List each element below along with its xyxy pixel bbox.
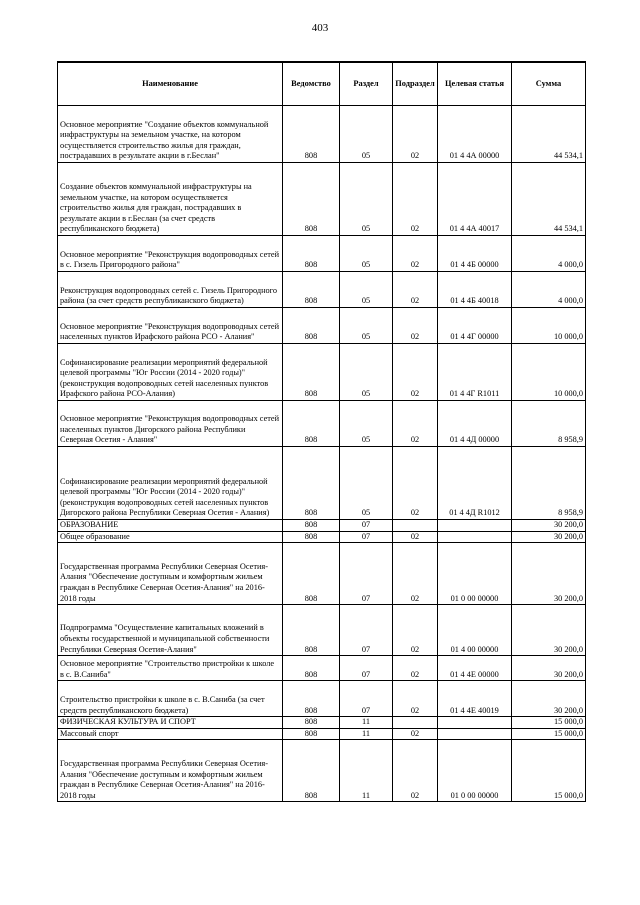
cell-razdel: 07 bbox=[340, 531, 393, 543]
cell-summa: 30 200,0 bbox=[512, 531, 586, 543]
cell-name: Общее образование bbox=[58, 531, 283, 543]
cell-name: ОБРАЗОВАНИЕ bbox=[58, 520, 283, 532]
cell-summa: 30 200,0 bbox=[512, 656, 586, 681]
cell-podrazdel: 02 bbox=[393, 656, 438, 681]
cell-ved: 808 bbox=[283, 740, 340, 802]
cell-ved: 808 bbox=[283, 520, 340, 532]
cell-summa: 44 534,1 bbox=[512, 106, 586, 163]
cell-ved: 808 bbox=[283, 344, 340, 401]
cell-razdel: 07 bbox=[340, 520, 393, 532]
cell-podrazdel: 02 bbox=[393, 236, 438, 272]
cell-name: Основное мероприятие "Реконструкция водопроводных сетей населенных пунктов Дигорского района Республики Северная Осетия - Алания" bbox=[58, 401, 283, 447]
cell-summa: 10 000,0 bbox=[512, 344, 586, 401]
table-header-row bbox=[58, 62, 586, 106]
cell-ved: 808 bbox=[283, 272, 340, 308]
cell-razdel: 11 bbox=[340, 728, 393, 740]
cell-summa: 44 534,1 bbox=[512, 163, 586, 236]
header-razdel: Раздел bbox=[340, 62, 393, 106]
cell-razdel: 05 bbox=[340, 272, 393, 308]
cell-summa: 15 000,0 bbox=[512, 728, 586, 740]
table-row bbox=[58, 605, 586, 656]
cell-ved: 808 bbox=[283, 401, 340, 447]
cell-razdel: 07 bbox=[340, 656, 393, 681]
cell-name: Основное мероприятие "Строительство пристройки к школе в с. В.Саниба" bbox=[58, 656, 283, 681]
cell-statya bbox=[438, 728, 512, 740]
cell-podrazdel: 02 bbox=[393, 106, 438, 163]
table-row bbox=[58, 717, 586, 729]
cell-podrazdel: 02 bbox=[393, 308, 438, 344]
cell-name: Основное мероприятие "Создание объектов коммунальной инфраструктуры на земельном участке, на котором осуществляется строительство жилья для граждан, пострадавших в результате акции в г.Беслан" bbox=[58, 106, 283, 163]
table-row bbox=[58, 308, 586, 344]
cell-podrazdel: 02 bbox=[393, 163, 438, 236]
cell-summa: 4 000,0 bbox=[512, 272, 586, 308]
cell-ved: 808 bbox=[283, 531, 340, 543]
cell-ved: 808 bbox=[283, 605, 340, 656]
header-statya: Целевая статья bbox=[438, 62, 512, 106]
cell-summa: 30 200,0 bbox=[512, 605, 586, 656]
cell-ved: 808 bbox=[283, 543, 340, 605]
table-body bbox=[58, 106, 586, 802]
cell-podrazdel: 02 bbox=[393, 531, 438, 543]
cell-statya: 01 4 4Д R1012 bbox=[438, 447, 512, 520]
cell-name: Массовый спорт bbox=[58, 728, 283, 740]
cell-razdel: 05 bbox=[340, 401, 393, 447]
cell-summa: 10 000,0 bbox=[512, 308, 586, 344]
table-row bbox=[58, 236, 586, 272]
header-summa: Сумма bbox=[512, 62, 586, 106]
cell-razdel: 11 bbox=[340, 740, 393, 802]
table-row bbox=[58, 543, 586, 605]
table-row bbox=[58, 740, 586, 802]
cell-ved: 808 bbox=[283, 717, 340, 729]
cell-podrazdel bbox=[393, 520, 438, 532]
cell-ved: 808 bbox=[283, 163, 340, 236]
cell-summa: 15 000,0 bbox=[512, 740, 586, 802]
cell-summa: 8 958,9 bbox=[512, 447, 586, 520]
cell-statya bbox=[438, 520, 512, 532]
cell-razdel: 05 bbox=[340, 236, 393, 272]
cell-statya: 01 4 4А 00000 bbox=[438, 106, 512, 163]
cell-podrazdel: 02 bbox=[393, 740, 438, 802]
cell-statya: 01 4 4Е 40019 bbox=[438, 681, 512, 717]
cell-name: Строительство пристройки к школе в с. В.Саниба (за счет средств республиканского бюджета) bbox=[58, 681, 283, 717]
table-row bbox=[58, 531, 586, 543]
cell-podrazdel: 02 bbox=[393, 401, 438, 447]
cell-statya: 01 4 4Б 40018 bbox=[438, 272, 512, 308]
table-row bbox=[58, 344, 586, 401]
cell-podrazdel: 02 bbox=[393, 681, 438, 717]
cell-name: Реконструкция водопроводных сетей с. Гизель Пригородного района (за счет средств республиканского бюджета) bbox=[58, 272, 283, 308]
cell-statya: 01 4 4Г 00000 bbox=[438, 308, 512, 344]
cell-razdel: 05 bbox=[340, 106, 393, 163]
header-name: Наименование bbox=[58, 62, 283, 106]
budget-table bbox=[57, 61, 586, 802]
cell-razdel: 07 bbox=[340, 543, 393, 605]
cell-summa: 8 958,9 bbox=[512, 401, 586, 447]
cell-ved: 808 bbox=[283, 236, 340, 272]
cell-razdel: 07 bbox=[340, 681, 393, 717]
cell-podrazdel bbox=[393, 717, 438, 729]
cell-podrazdel: 02 bbox=[393, 272, 438, 308]
table-row bbox=[58, 272, 586, 308]
cell-statya bbox=[438, 717, 512, 729]
cell-statya: 01 4 4Е 00000 bbox=[438, 656, 512, 681]
cell-name: Государственная программа Республики Северная Осетия-Алания "Обеспечение доступным и комфортным жильем граждан в Республике Северная Осетия-Алания" на 2016-2018 годы bbox=[58, 543, 283, 605]
table-row bbox=[58, 656, 586, 681]
cell-podrazdel: 02 bbox=[393, 605, 438, 656]
page-number: 403 bbox=[311, 22, 329, 34]
cell-name: Государственная программа Республики Северная Осетия-Алания "Обеспечение доступным и комфортным жильем граждан в Республике Северная Осетия-Алания" на 2016-2018 годы bbox=[58, 740, 283, 802]
table-row bbox=[58, 520, 586, 532]
cell-razdel: 11 bbox=[340, 717, 393, 729]
cell-ved: 808 bbox=[283, 681, 340, 717]
cell-ved: 808 bbox=[283, 728, 340, 740]
cell-razdel: 05 bbox=[340, 447, 393, 520]
cell-razdel: 05 bbox=[340, 163, 393, 236]
cell-name: ФИЗИЧЕСКАЯ КУЛЬТУРА И СПОРТ bbox=[58, 717, 283, 729]
table-row bbox=[58, 681, 586, 717]
cell-statya: 01 4 4Б 00000 bbox=[438, 236, 512, 272]
cell-statya: 01 0 00 00000 bbox=[438, 543, 512, 605]
cell-podrazdel: 02 bbox=[393, 447, 438, 520]
cell-statya bbox=[438, 531, 512, 543]
cell-name: Подпрограмма "Осуществление капитальных вложений в объекты государственной и муниципальной собственности Республики Северная Осетия-Алания" bbox=[58, 605, 283, 656]
cell-ved: 808 bbox=[283, 656, 340, 681]
cell-podrazdel: 02 bbox=[393, 543, 438, 605]
cell-ved: 808 bbox=[283, 447, 340, 520]
cell-summa: 30 200,0 bbox=[512, 543, 586, 605]
cell-summa: 15 000,0 bbox=[512, 717, 586, 729]
cell-statya: 01 4 4Г R1011 bbox=[438, 344, 512, 401]
cell-summa: 4 000,0 bbox=[512, 236, 586, 272]
cell-name: Основное мероприятие "Реконструкция водопроводных сетей населенных пунктов Ирафского района РСО - Алания" bbox=[58, 308, 283, 344]
cell-name: Создание объектов коммунальной инфраструктуры на земельном участке, на котором осуществляется строительство жилья для граждан, пострадавших в результате акции в г.Беслан (за счет средств республиканского бюджета) bbox=[58, 163, 283, 236]
cell-summa: 30 200,0 bbox=[512, 520, 586, 532]
header-podrazdel: Подраздел bbox=[393, 62, 438, 106]
cell-podrazdel: 02 bbox=[393, 344, 438, 401]
table-row bbox=[58, 728, 586, 740]
cell-statya: 01 0 00 00000 bbox=[438, 740, 512, 802]
cell-razdel: 05 bbox=[340, 308, 393, 344]
cell-ved: 808 bbox=[283, 106, 340, 163]
table-row bbox=[58, 106, 586, 163]
cell-summa: 30 200,0 bbox=[512, 681, 586, 717]
cell-statya: 01 4 4А 40017 bbox=[438, 163, 512, 236]
cell-statya: 01 4 4Д 00000 bbox=[438, 401, 512, 447]
table-row bbox=[58, 163, 586, 236]
cell-name: Софинансирование реализации мероприятий федеральной целевой программы "Юг России (2014 - 2020 годы)" (реконструкция водопроводных сетей населенных пунктов Ирафского района РСО-Алания) bbox=[58, 344, 283, 401]
cell-ved: 808 bbox=[283, 308, 340, 344]
table-row bbox=[58, 447, 586, 520]
cell-podrazdel: 02 bbox=[393, 728, 438, 740]
cell-razdel: 05 bbox=[340, 344, 393, 401]
cell-name: Софинансирование реализации мероприятий федеральной целевой программы "Юг России (2014 - 2020 годы)" (реконструкция водопроводных сетей населенных пунктов Дигорского района Республики Северная Осетия - Алания) bbox=[58, 447, 283, 520]
cell-name: Основное мероприятие "Реконструкция водопроводных сетей в с. Гизель Пригородного района" bbox=[58, 236, 283, 272]
table-row bbox=[58, 401, 586, 447]
header-vedomstvo: Ведомство bbox=[283, 62, 340, 106]
cell-razdel: 07 bbox=[340, 605, 393, 656]
cell-statya: 01 4 00 00000 bbox=[438, 605, 512, 656]
